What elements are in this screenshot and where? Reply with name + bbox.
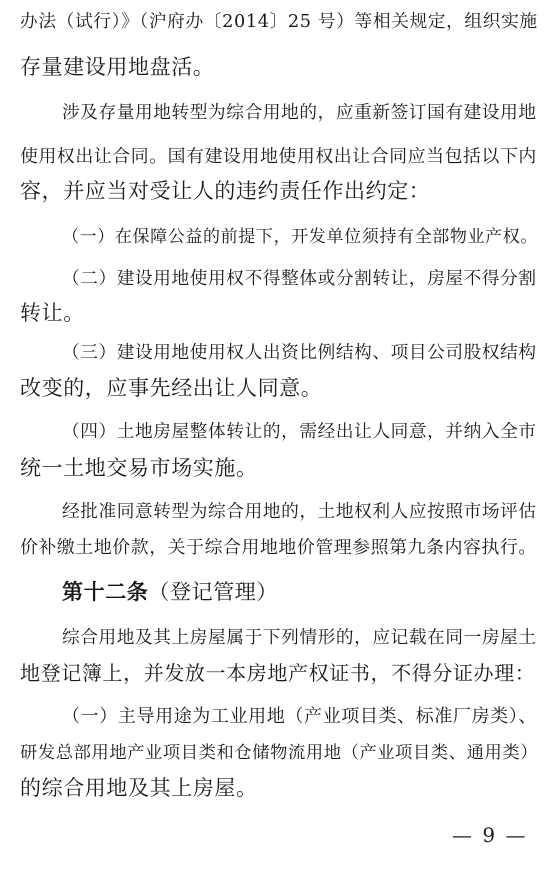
text-line: 容，并应当对受让人的违约责任作出约定：: [20, 179, 431, 203]
text-line: 涉及存量用地转型为综合用地的，应重新签订国有建设用地: [62, 103, 537, 123]
text-line: 研发总部用地产业项目类和仓储物流用地（产业项目类、通用类）: [20, 743, 539, 763]
text-line: 存量建设用地盘活。: [20, 55, 215, 79]
text-line: 的综合用地及其上房屋。: [20, 776, 258, 800]
text-line: 地登记簿上，并发放一本房地产权证书，不得分证办理：: [20, 661, 536, 685]
text-line: 价补缴土地价款，关于综合用地地价管理参照第九条内容执行。: [20, 537, 537, 558]
text-line: 综合用地及其上房屋属于下列情形的，应记载在同一房屋土: [62, 628, 537, 648]
text-line: 统一土地交易市场实施。: [20, 456, 258, 480]
page-number: — 9 —: [452, 823, 528, 847]
article-heading-line: [62, 578, 278, 606]
text-line: （二）建设用地使用权不得整体或分割转让，房屋不得分割: [62, 269, 537, 289]
text-line: （三）建设用地使用权人出资比例结构、项目公司股权结构: [62, 343, 537, 363]
text-line: （四）土地房屋整体转让的，需经出让人同意，并纳入全市: [62, 422, 537, 442]
text-line: 使用权出让合同。国有建设用地使用权出让合同应当包括以下内: [20, 146, 537, 167]
article-number: 第十二条: [62, 579, 149, 604]
text-line: 改变的，应事先经出让人同意。: [20, 376, 323, 400]
text-line: 经批准同意转型为综合用地的，土地权利人应按照市场评估: [62, 502, 537, 522]
text-line: （一）主导用途为工业用地（产业项目类、标准厂房类）、: [62, 706, 537, 727]
text-line: 办法（试行）》（沪府办〔2014〕25 号）等相关规定，组织实施: [20, 12, 538, 32]
text-line: （一）在保障公益的前提下，开发单位须持有全部物业产权。: [62, 227, 539, 247]
article-title: （登记管理）: [148, 580, 279, 604]
text-line: 转让。: [20, 301, 85, 325]
